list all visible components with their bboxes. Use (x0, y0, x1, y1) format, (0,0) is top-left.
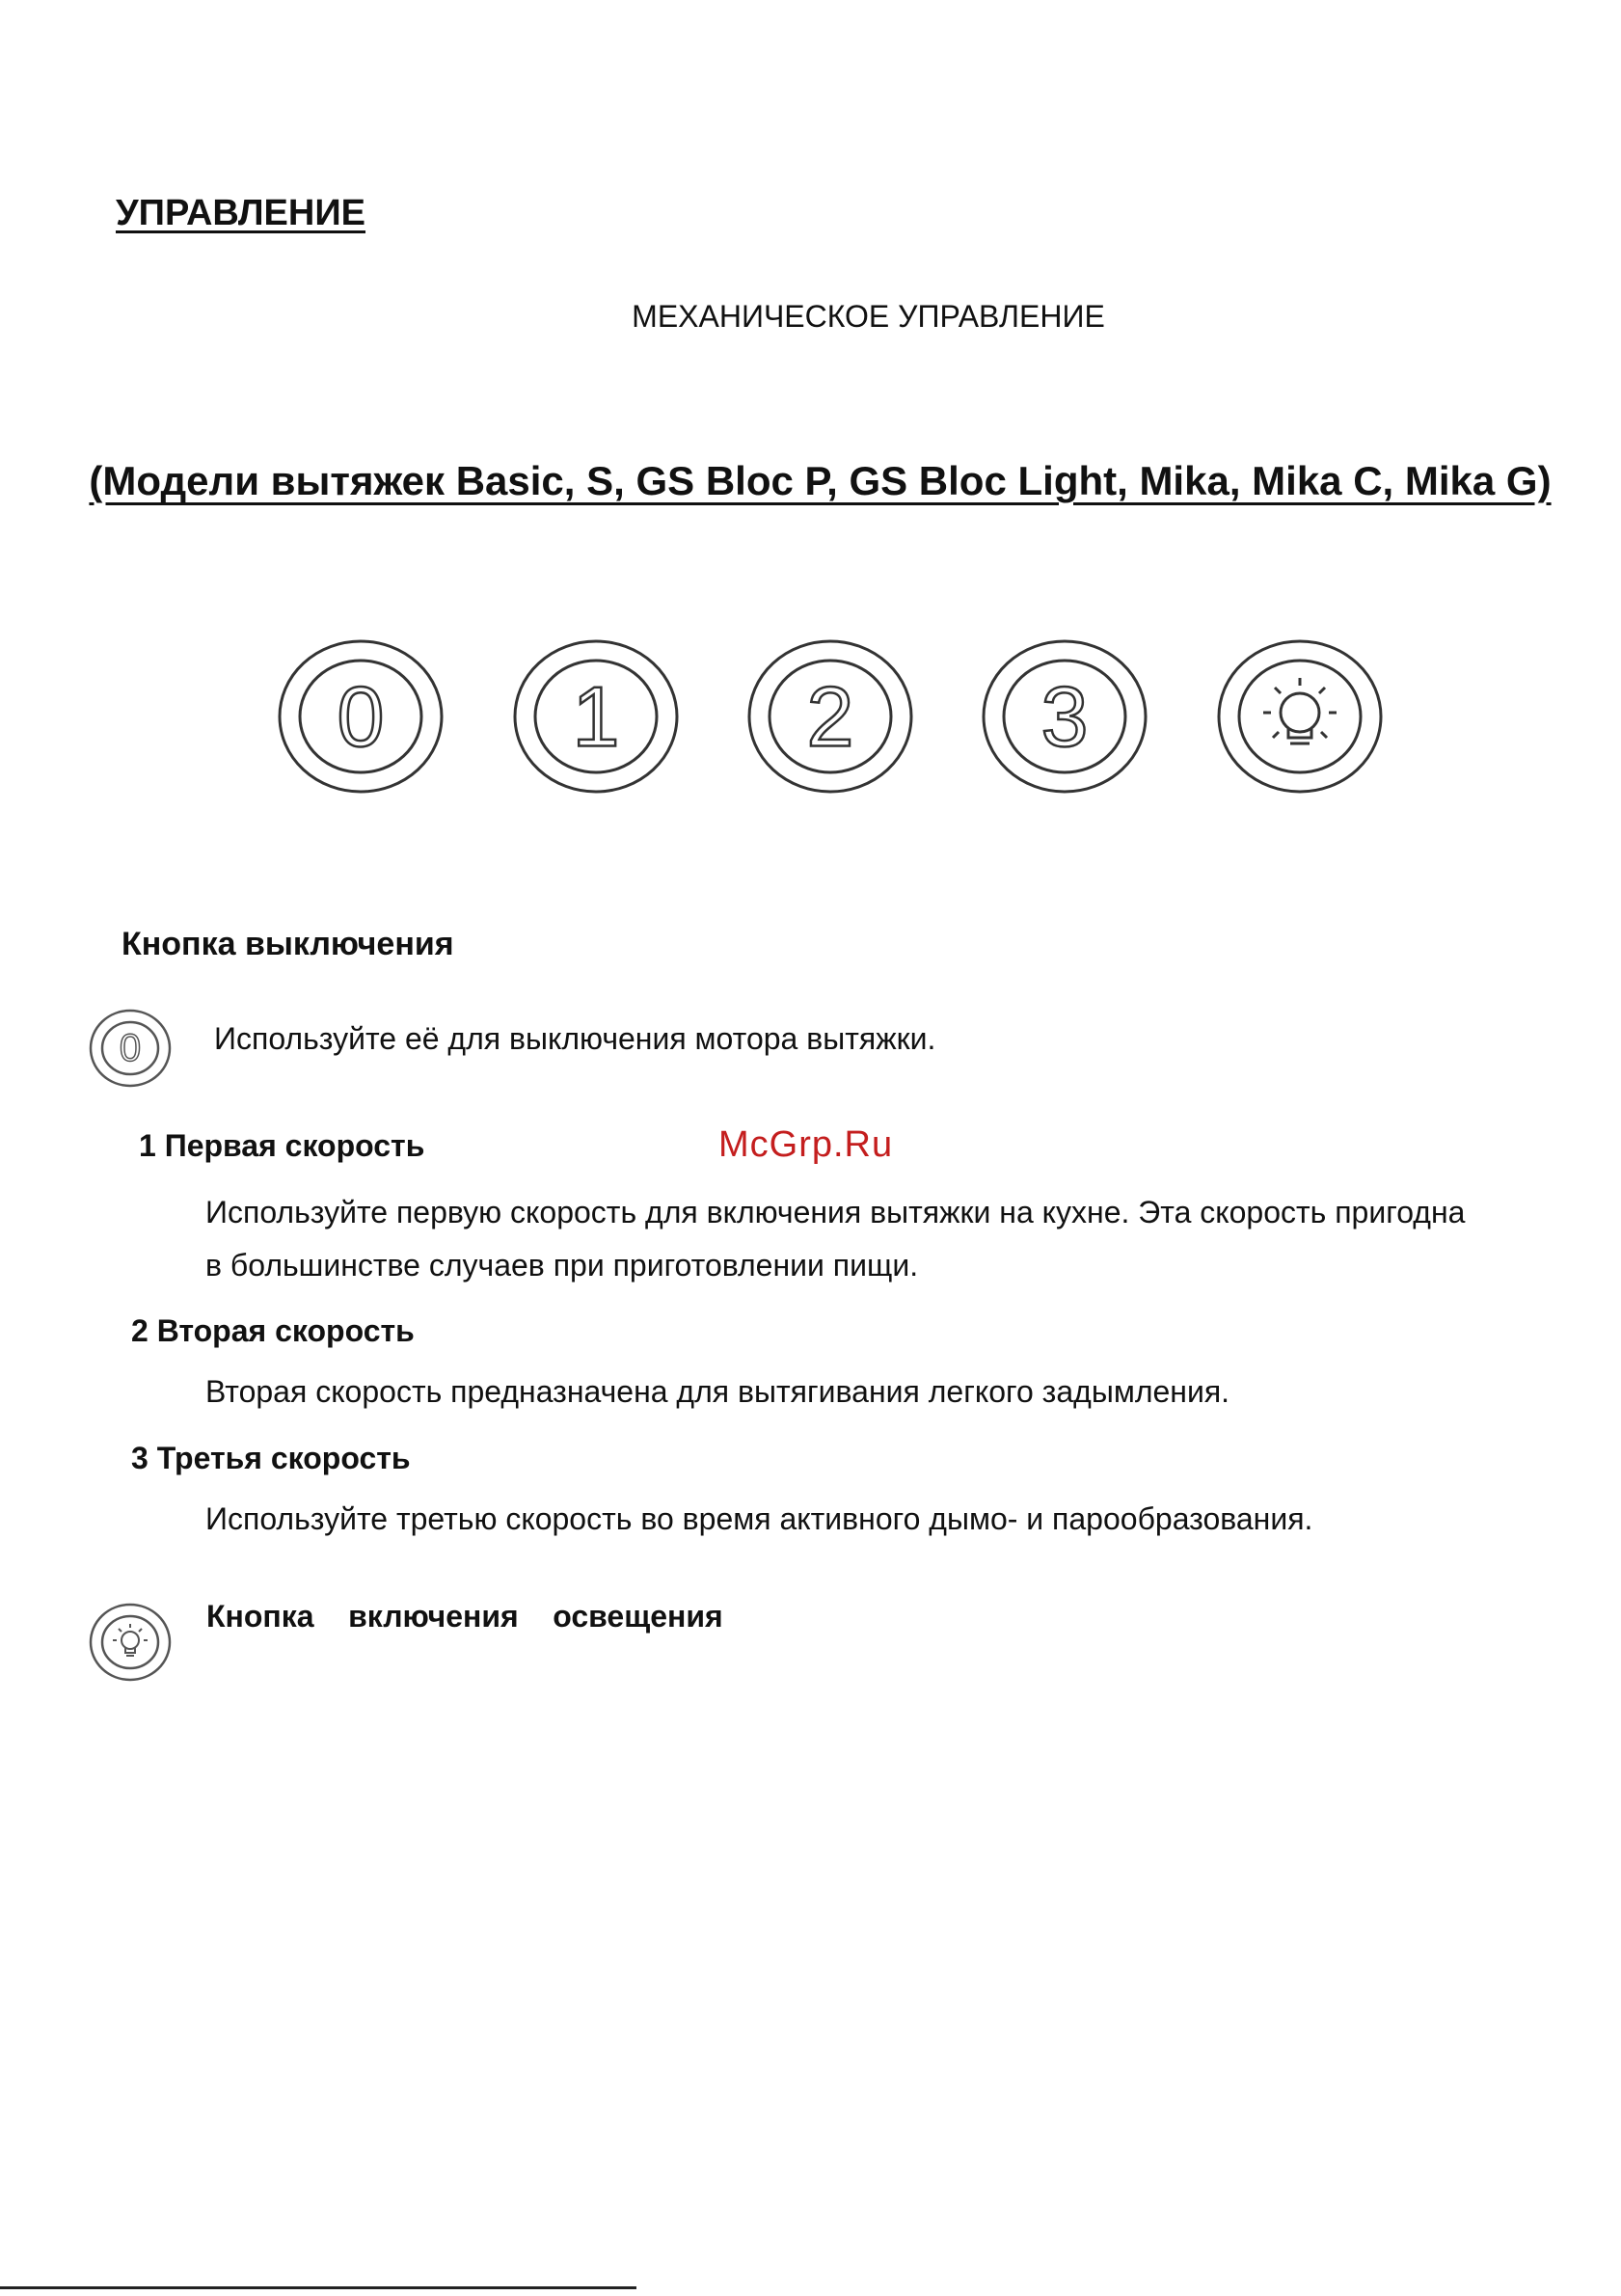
speed-1-heading: 1 Первая скорость (139, 1128, 425, 1163)
watermark: McGrp.Ru (718, 1124, 894, 1165)
light-button-heading: Кнопка включения освещения (206, 1599, 723, 1634)
light-bulb-small-icon (89, 1603, 172, 1682)
power-off-small-icon (89, 1009, 172, 1088)
speed-3-heading: 3 Третья скорость (131, 1441, 411, 1475)
button-digit-2: 2 (806, 668, 854, 765)
models-line: (Модели вытяжек Basic, S, GS Bloc P, GS Bloc Light, Mika, Mika C, Mika G) (89, 458, 1552, 503)
speed-2-text: Вторая скорость предназначена для вытягивания легкого задымления. (205, 1374, 1230, 1409)
button-digit-1: 1 (572, 668, 620, 765)
speed-2-button-icon (747, 639, 913, 794)
button-digit-3: 3 (1040, 668, 1089, 765)
page-subtitle: МЕХАНИЧЕСКОЕ УПРАВЛЕНИЕ (632, 299, 1105, 334)
small-button-digit-0: 0 (119, 1027, 142, 1069)
off-button-text: Используйте её для выключения мотора вытяжки. (214, 1021, 936, 1056)
speed-1-text-line-2: в большинстве случаев при приготовлении пищи. (205, 1248, 919, 1283)
bottom-rule (0, 2286, 636, 2289)
speed-1-text-line-1: Используйте первую скорость для включения вытяжки на кухне. Эта скорость пригодна (205, 1195, 1466, 1229)
button-digit-0: 0 (337, 668, 385, 765)
speed-1-button-icon (513, 639, 679, 794)
off-button-heading: Кнопка выключения (122, 926, 454, 962)
page-title: УПРАВЛЕНИЕ (116, 193, 366, 233)
speed-3-button-icon (982, 639, 1148, 794)
speed-3-text: Используйте третью скорость во время активного дымо- и парообразования. (205, 1501, 1313, 1536)
light-bulb-button-icon (1217, 639, 1383, 794)
power-off-button-icon (278, 639, 444, 794)
speed-2-heading: 2 Вторая скорость (131, 1313, 415, 1348)
